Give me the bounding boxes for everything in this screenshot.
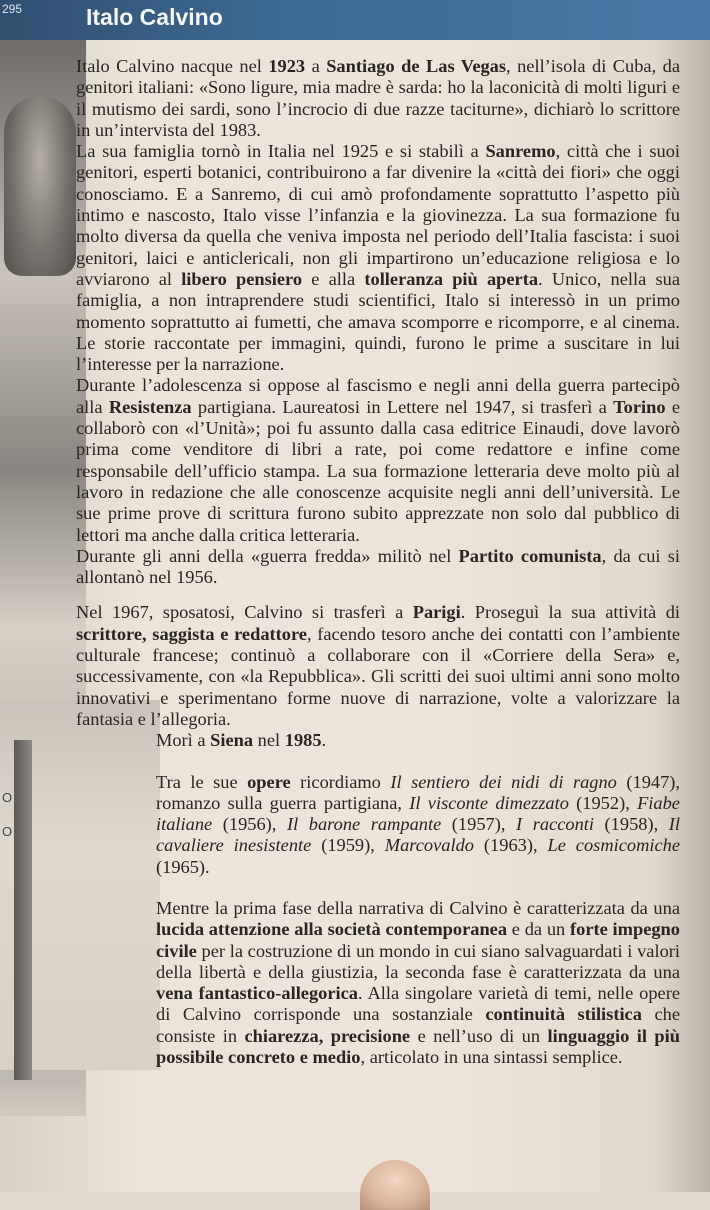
text-run: (1963), — [474, 835, 548, 856]
bold-text: Parigi — [412, 602, 461, 623]
text-run: Italo Calvino nacque nel — [76, 56, 269, 76]
text-run: (1952), — [568, 792, 638, 813]
photo-post — [14, 740, 32, 1080]
text-run: Mentre la prima fase della narrativa di Calvino è caratterizzata da una — [156, 897, 680, 918]
bold-text: opere — [247, 771, 291, 792]
text-run: , nell’isola di Cuba, da genitori italiani: «Sono ligure, mia madre è sarda: ho la laconicità di molti liguri e il mutismo dei sardi, sono l’incrocio di due razze taciturne», dichiarò lo scrittore in un’intervista del 1983. — [76, 56, 681, 140]
text-run: (1958), — [593, 814, 669, 835]
margin-mark: O — [2, 824, 13, 839]
bold-text: tolleranza più aperta — [364, 268, 539, 289]
bold-text: forte impegno civile — [156, 919, 680, 961]
bold-text: scrittore, saggista e redattore — [76, 623, 307, 644]
bold-text: Santiago de Las Vegas — [326, 56, 507, 76]
body-text — [76, 56, 680, 1068]
text-run: Durante gli anni della «guerra fredda» militò nel — [76, 545, 459, 566]
work-title: Il barone rampante — [286, 814, 442, 835]
text-run: e nell’uso di un — [410, 1025, 548, 1046]
thumb — [360, 1160, 430, 1210]
bold-text: continuità stilistica — [485, 1004, 642, 1025]
work-title: Fiabe italiane — [156, 792, 680, 835]
text-run: Durante l’adolescenza si oppose al fascismo e negli anni della guerra partecipò alla — [76, 375, 680, 417]
work-title: Marcovaldo — [384, 835, 474, 856]
text-run: , articolato in una sintassi semplice. — [360, 1047, 623, 1068]
text-run: (1947), romanzo sulla guerra partigiana, — [156, 771, 680, 813]
text-run: , da cui si allontanò nel 1956. — [76, 545, 680, 588]
paragraph-works — [156, 772, 680, 878]
text-run: Tra le sue — [156, 771, 248, 792]
bold-text: libero pensiero — [181, 268, 303, 289]
bold-text: 1923 — [268, 56, 306, 76]
paragraph-birth — [76, 56, 680, 141]
paragraph-youth — [76, 141, 680, 375]
text-run: . Alla singolare varietà di temi, nelle opere di Calvino corrisponde una sostanziale — [156, 983, 680, 1025]
work-title: Il sentiero dei nidi di ragno — [390, 771, 617, 792]
bold-text: Resistenza — [108, 396, 192, 417]
page-number: 295 — [2, 2, 23, 16]
text-run: , città che i suoi genitori, esperti botanici, contribuirono a far divenire la «città dei fiori» che oggi conosciamo. E a Sanremo, di cui amò profondamente soprattutto l’aspetto più intimo e nascosto, Italo visse l’infanzia e la giovinezza. La sua formazione fu molto diversa da quella che veniva imposta nel periodo dell’Italia fascista: i suoi genitori, laici e anticlericali, non gli impartirono un’educazione religiosa e lo avviarono al — [76, 141, 680, 289]
work-title: Il visconte dimezzato — [409, 792, 569, 813]
paragraph-style — [156, 898, 680, 1068]
text-run: . Proseguì la sua attività di — [460, 602, 681, 623]
paragraph-death — [156, 730, 680, 751]
text-run: per la costruzione di un mondo in cui siano salvaguardati i valori della libertà e della giustizia, la seconda fase è caratterizzata da una — [156, 940, 680, 982]
text-run: partigiana. Laureatosi in Lettere nel 1947, si trasferì a — [191, 396, 614, 417]
paragraph-paris — [76, 602, 680, 730]
work-title: I racconti — [516, 814, 594, 835]
paragraph-communism — [76, 546, 680, 589]
text-run: a — [305, 56, 327, 76]
text-run: La sua famiglia tornò in Italia nel 1925 e si stabilì a — [76, 141, 486, 162]
text-run: Morì a — [156, 730, 211, 751]
bold-text: lucida attenzione alla società contemporanea — [156, 919, 508, 940]
margin-mark: O — [2, 790, 13, 805]
text-run: (1965). — [156, 856, 210, 877]
portrait-photo — [4, 96, 76, 276]
bold-text: Torino — [613, 396, 666, 417]
text-run: Nel 1967, sposatosi, Calvino si trasferì a — [76, 602, 413, 623]
text-run: . — [321, 730, 327, 751]
page-title: Italo Calvino — [86, 4, 223, 30]
text-run: (1957), — [441, 814, 516, 835]
work-title: Le cosmicomiche — [547, 835, 680, 856]
bold-text: 1985 — [284, 730, 322, 751]
text-run: e collaborò con «l’Unità»; poi fu assunto dalla casa editrice Einaudi, dove lavorò prima come venditore di libri a rate, poi come redattore e infine come responsabile dell’ufficio stampa. La sua formazione letteraria deve molto più al lavoro in redazione che alle conoscenze acquisite negli anni dell’università. Le sue prime prove di scrittura furono subito apprezzate non solo dal pubblico di lettori ma anche dalla critica letteraria. — [76, 396, 680, 545]
bold-text: chiarezza, precisione — [244, 1025, 411, 1046]
bold-text: Partito comunista — [458, 545, 602, 566]
text-run: . Unico, nella sua famiglia, a non intraprendere studi scientifici, Italo si interessò in un primo momento soprattutto ai fumetti, che amava scomporre e ricomporre, e al cinema. Le storie raccontate per immagini, quindi, furono le prime a suscitare in lui l’interesse per la narrazione. — [76, 268, 680, 375]
text-run: che consiste in — [156, 1004, 680, 1046]
text-run: nel — [253, 730, 285, 751]
bold-text: Siena — [210, 730, 254, 751]
bold-text: vena fantastico-allegorica — [156, 983, 358, 1004]
paragraph-resistance — [76, 375, 680, 545]
header-band — [0, 0, 710, 40]
text-run: ricordiamo — [290, 771, 391, 792]
bold-text: linguaggio il più possibile concreto e medio — [156, 1025, 681, 1068]
text-run: , facendo tesoro anche dei contatti con l’ambiente culturale francese; continuò a collaborare con il «Corriere della Sera» e, successivamente, con «la Repubblica». Gli scritti dei suoi ultimi anni sono molto innovativi e sperimentano forme nuove di narrazione, volte a valorizzare la fantasia e l’allegoria. — [76, 623, 680, 729]
text-run: e alla — [302, 268, 365, 289]
text-run: e da un — [507, 919, 571, 940]
work-title: Il cavaliere inesistente — [156, 814, 680, 856]
text-run: (1959), — [311, 835, 385, 856]
bold-text: Sanremo — [485, 141, 556, 162]
text-run: (1956), — [212, 814, 287, 835]
